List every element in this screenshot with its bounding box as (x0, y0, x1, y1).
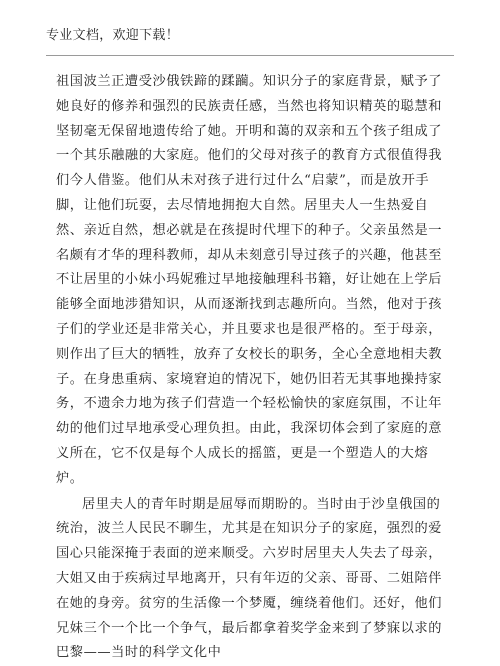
header-divider (46, 55, 454, 56)
body-paragraph: 祖国波兰正遭受沙俄铁蹄的蹂躏。知识分子的家庭背景，赋予了她良好的修养和强烈的民族责任感，当然也将知识精英的聪慧和坚韧毫无保留地遗传给了她。开明和蔼的双亲和五个孩子组成了一个其乐融融的大家庭。他们的父母对孩子的教育方式很值得我们今人借鉴。他们从未对孩子进行过什么“启蒙”，而是放开手脚，让他们玩耍，去尽情地拥抱大自然。居里夫人一生热爱自然、亲近自然，想必就是在孩提时代埋下的种子。父亲虽然是一名颇有才华的理科教师，却从未刻意引导过孩子的兴趣，他甚至不让居里的小妹小玛妮雅过早地接触理科书籍，好让她在上学后能够全面地涉猎知识，从而逐渐找到志趣所向。当然，他对于孩子们的学业还是非常关心，并且要求也是很严格的。至于母亲，则作出了巨大的牺牲，放弃了女校长的职务，全心全意地相夫教子。在身患重病、家境窘迫的情况下，她仍旧若无其事地操持家务，不遗余力地为孩子们营造一个轻松愉快的家庭氛围，不让年幼的他们过早地承受心理负担。由此，我深切体会到了家庭的意义所在，它不仅是每个人成长的摇篮，更是一个塑造人的大熔炉。 (56, 74, 443, 486)
document-body (56, 70, 446, 666)
body-paragraph: 居里夫人的青年时期是屈辱而期盼的。当时由于沙皇俄国的统治，波兰人民民不聊生，尤其是在知识分子的家庭，强烈的爱国心只能深掩于表面的逆来顺受。六岁时居里夫人失去了母亲，大姐又由于疾病过早地离开，只有年迈的父亲、哥哥、二姐陪伴在她的身旁。贫穷的生活像一个梦魇，缠绕着他们。还好，他们兄妹三个一个比一个争气，最后都拿着奖学金来到了梦寐以求的巴黎——当时的科学文化中 (56, 496, 443, 661)
page-header: 专业文档，欢迎下载！ (46, 28, 180, 43)
